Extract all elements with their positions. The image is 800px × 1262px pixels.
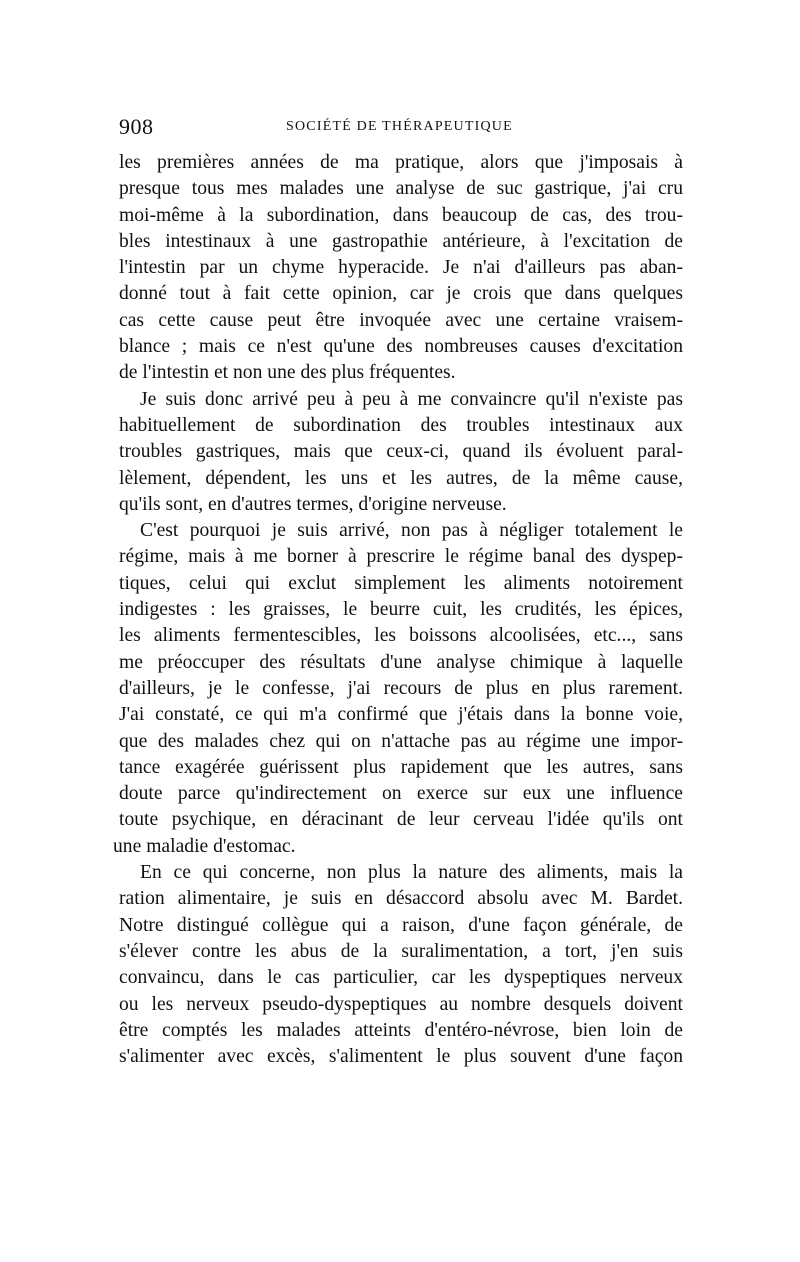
text-line: donné tout à fait cette opinion, car je crois que dans quelques <box>119 283 683 305</box>
text-line: être comptés les malades atteints d'entéro-névrose, bien loin de <box>119 1019 683 1041</box>
text-line: lèlement, dépendent, les uns et les autres, de la même cause, <box>119 467 683 489</box>
text-line: J'ai constaté, ce qui m'a confirmé que j'étais dans la bonne voie, <box>119 704 683 726</box>
body-text <box>113 150 683 1070</box>
text-line: me préoccuper des résultats d'une analyse chimique à laquelle <box>119 651 683 673</box>
text-line: doute parce qu'indirectement on exerce sur eux une influence <box>119 783 683 805</box>
text-line: presque tous mes malades une analyse de suc gastrique, j'ai cru <box>119 178 683 200</box>
text-line: une maladie d'estomac. <box>113 835 296 857</box>
text-line: ration alimentaire, je suis en désaccord absolu avec M. Bardet. <box>119 888 683 910</box>
text-line: indigestes : les graisses, le beurre cuit, les crudités, les épices, <box>119 599 683 621</box>
text-line: habituellement de subordination des troubles intestinaux aux <box>119 414 683 436</box>
text-line: régime, mais à me borner à prescrire le régime banal des dyspep- <box>119 546 683 568</box>
running-header <box>119 114 681 144</box>
text-line: les aliments fermentescibles, les boissons alcoolisées, etc..., sans <box>119 625 683 647</box>
paragraph-first-line: Je suis donc arrivé peu à peu à me convaincre qu'il n'existe pas <box>140 388 683 410</box>
text-line: tiques, celui qui exclut simplement les aliments notoirement <box>119 572 683 594</box>
paragraph-first-line: C'est pourquoi je suis arrivé, non pas à négliger totalement le <box>140 520 683 542</box>
text-line: les premières années de ma pratique, alors que j'imposais à <box>119 152 683 173</box>
text-line: d'ailleurs, je le confesse, j'ai recours de plus en plus rarement. <box>119 677 683 699</box>
text-line: de l'intestin et non une des plus fréquentes. <box>119 362 456 384</box>
text-line: bles intestinaux à une gastropathie antérieure, à l'excitation de <box>119 230 683 252</box>
text-line: Notre distingué collègue qui a raison, d'une façon générale, de <box>119 914 683 936</box>
text-line: convaincu, dans le cas particulier, car les dyspeptiques nerveux <box>119 967 683 989</box>
text-line: que des malades chez qui on n'attache pas au régime une impor- <box>119 730 683 752</box>
text-line: l'intestin par un chyme hyperacide. Je n'ai d'ailleurs pas aban- <box>119 257 683 279</box>
running-title: SOCIÉTÉ DE THÉRAPEUTIQUE <box>286 119 513 134</box>
text-line: ou les nerveux pseudo-dyspeptiques au nombre desquels doivent <box>119 993 683 1015</box>
text-line: troubles gastriques, mais que ceux-ci, quand ils évoluent paral- <box>119 441 683 463</box>
text-line: toute psychique, en déracinant de leur cerveau l'idée qu'ils ont <box>119 809 683 831</box>
text-line: cas cette cause peut être invoquée avec une certaine vraisem- <box>119 309 683 331</box>
text-line: qu'ils sont, en d'autres termes, d'origine nerveuse. <box>119 493 507 515</box>
text-line: s'élever contre les abus de la suralimentation, a tort, j'en suis <box>119 940 683 962</box>
paragraph-first-line: En ce qui concerne, non plus la nature des aliments, mais la <box>140 862 683 884</box>
page-number: 908 <box>119 114 154 139</box>
text-line: tance exagérée guérissent plus rapidement que les autres, sans <box>119 756 683 778</box>
text-line: moi-même à la subordination, dans beaucoup de cas, des trou- <box>119 204 683 226</box>
text-line: s'alimenter avec excès, s'alimentent le plus souvent d'une façon <box>119 1046 683 1068</box>
text-line: blance ; mais ce n'est qu'une des nombreuses causes d'excitation <box>119 336 683 358</box>
